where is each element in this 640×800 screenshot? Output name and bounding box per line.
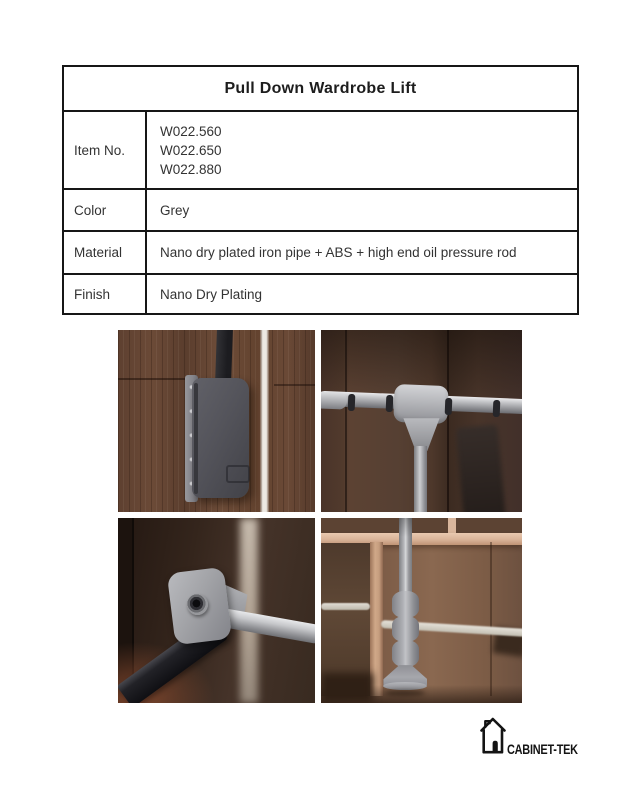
pipe-oring	[348, 394, 356, 411]
cabinet-tek-logo	[479, 716, 598, 757]
pipe-oring	[493, 400, 501, 417]
vertical-pipe	[414, 446, 427, 512]
white-wall-strip	[260, 330, 269, 512]
blurred-bracket	[455, 425, 506, 512]
product-photo-tee-joint	[321, 330, 522, 512]
grip-segment	[392, 616, 419, 643]
back-panel-top	[321, 518, 522, 533]
item-number-2: W022.650	[160, 142, 222, 158]
panel-seam	[447, 330, 449, 512]
pull-rod	[399, 518, 412, 594]
row-value-material	[147, 232, 577, 273]
panel-seam	[345, 330, 347, 512]
grip-segment	[392, 591, 419, 618]
table-row-finish	[64, 275, 577, 313]
product-photo-corner-connector	[118, 518, 315, 703]
product-photo-damper-bracket	[118, 330, 315, 512]
table-row-color	[64, 190, 577, 232]
pipe-oring	[386, 395, 394, 412]
row-label-item-no: Item No.	[64, 112, 147, 188]
pipe-oring	[444, 398, 452, 415]
row-label-color: Color	[64, 190, 147, 230]
row-label-finish: Finish	[64, 275, 147, 313]
panel-seam	[274, 384, 315, 386]
finish-value: Nano Dry Plating	[160, 286, 263, 302]
tee-connector	[394, 384, 450, 424]
closet-rod-left	[321, 603, 370, 610]
row-label-material: Material	[64, 232, 147, 273]
table-row-material	[64, 232, 577, 275]
color-value: Grey	[160, 202, 190, 218]
screw-recess	[187, 594, 208, 615]
row-value-finish	[147, 275, 577, 313]
lift-strap	[215, 330, 233, 383]
housing-emboss	[226, 465, 250, 484]
grip-base-rim	[383, 682, 427, 690]
material-value: Nano dry plated iron pipe + ABS + high end oil pressure rod	[160, 245, 517, 260]
row-value-item-no	[147, 112, 577, 188]
page-title: Pull Down Wardrobe Lift	[64, 67, 577, 112]
table-row-item-no	[64, 112, 577, 190]
logo-text: CABINET-TEK	[507, 741, 578, 757]
corner-shadow	[321, 673, 373, 703]
grip-segment	[392, 640, 419, 667]
spec-table	[62, 65, 579, 315]
product-photo-pull-rod-grip	[321, 518, 522, 703]
top-divider	[448, 518, 456, 533]
pipe-sleeve	[321, 392, 347, 410]
rail-slot	[194, 383, 198, 494]
house-icon	[479, 716, 506, 757]
item-number-1: W022.560	[160, 123, 222, 139]
item-number-3: W022.880	[160, 161, 222, 177]
grip-handle	[392, 591, 419, 667]
panel-seam	[490, 542, 492, 696]
row-value-color	[147, 190, 577, 230]
